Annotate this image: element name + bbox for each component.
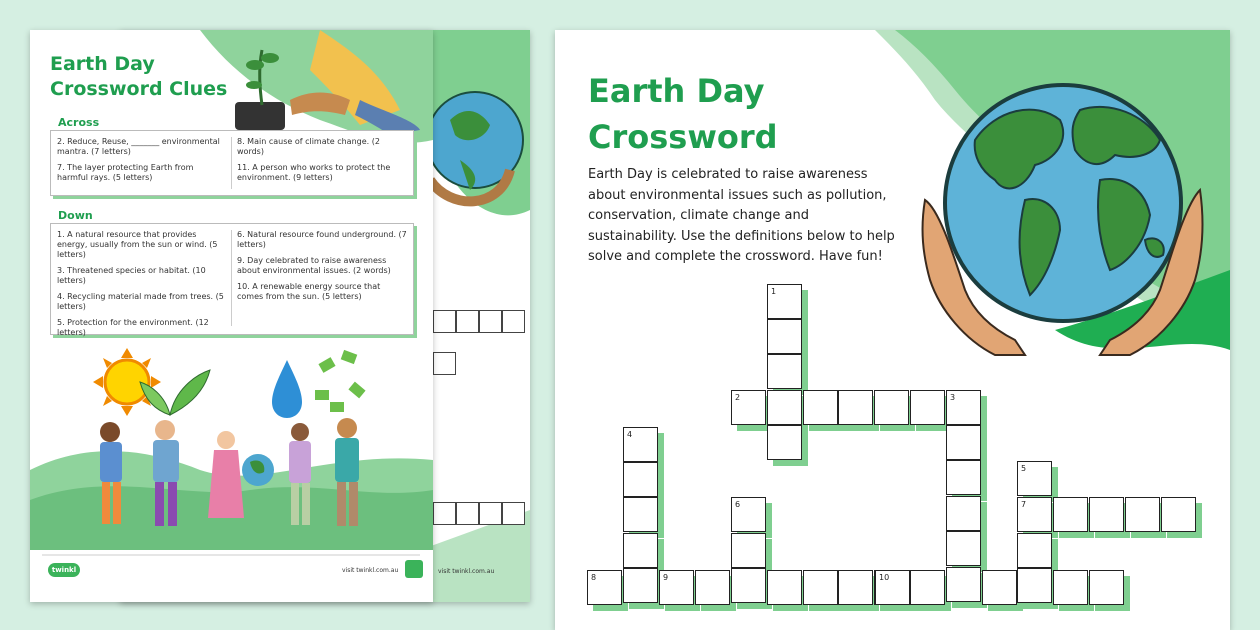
crossword-cell[interactable] <box>695 570 730 605</box>
clue-number: 7 <box>1021 500 1027 509</box>
clue-across-2: 2. Reduce, Reuse, _______ environmental mantra. (7 letters) <box>57 137 220 156</box>
back-footer-url: visit twinkl.com.au <box>438 568 495 575</box>
crossword-cell[interactable] <box>623 462 658 497</box>
crossword-cell[interactable] <box>1053 570 1088 605</box>
across-clues-left <box>57 137 225 189</box>
clue-number: 3 <box>950 393 956 402</box>
crossword-cell[interactable] <box>946 460 981 495</box>
clue-across-7: 7. The layer protecting Earth from harmful rays. (5 letters) <box>57 163 194 182</box>
crossword-cell[interactable] <box>623 533 658 568</box>
crossword-cell[interactable] <box>1017 533 1052 568</box>
clues-page <box>30 30 433 602</box>
crossword-title-line2: Crossword <box>588 118 778 156</box>
crossword-cell[interactable] <box>767 570 802 605</box>
crossword-cell[interactable] <box>946 531 981 566</box>
crossword-cell[interactable] <box>767 390 802 425</box>
clue-number: 1 <box>771 287 777 296</box>
crossword-cell[interactable] <box>1161 497 1196 532</box>
clue-across-8: 8. Main cause of climate change. (2 words) <box>237 137 380 156</box>
crossword-cell[interactable] <box>1017 461 1052 496</box>
crossword-title-line1: Earth Day <box>588 72 765 110</box>
crossword-cell[interactable] <box>946 425 981 460</box>
crossword-cell[interactable] <box>875 570 910 605</box>
clues-title-line1: Earth Day <box>50 53 155 75</box>
crossword-cell[interactable] <box>946 496 981 531</box>
across-clues-right <box>237 137 407 189</box>
crossword-page <box>555 30 1230 630</box>
crossword-cell[interactable] <box>803 390 838 425</box>
crossword-cell[interactable] <box>623 427 658 462</box>
crossword-grid <box>555 30 1230 630</box>
clue-number: 8 <box>591 573 597 582</box>
clue-down-5: 5. Protection for the environment. (12 letters) <box>57 318 209 337</box>
crossword-cell[interactable] <box>767 284 802 319</box>
crossword-cell[interactable] <box>731 568 766 603</box>
crossword-cell[interactable] <box>910 570 945 605</box>
clue-number: 6 <box>735 500 741 509</box>
crossword-cell[interactable] <box>1089 497 1124 532</box>
crossword-cell[interactable] <box>767 354 802 389</box>
crossword-cell[interactable] <box>587 570 622 605</box>
crossword-intro: Earth Day is celebrated to raise awareness about environmental issues such as pollution, conservation, climate change and sustainability. Use the definitions below to help solve and complete the crossword. Have fun! <box>588 167 895 264</box>
crossword-cell[interactable] <box>946 390 981 425</box>
clue-across-11: 11. A person who works to protect the environment. (9 letters) <box>237 163 391 182</box>
clue-number: 9 <box>663 573 669 582</box>
down-clues-left <box>57 230 225 344</box>
quality-badge-icon <box>405 560 423 578</box>
clue-down-4: 4. Recycling material made from trees. (5 letters) <box>57 292 224 311</box>
leaf-icon <box>140 370 210 415</box>
clue-down-10: 10. A renewable energy source that comes from the sun. (5 letters) <box>237 282 381 301</box>
clues-title-line2: Crossword Clues <box>50 78 228 100</box>
clue-down-9: 9. Day celebrated to raise awareness about environmental issues. (2 words) <box>237 256 391 275</box>
clue-number: 10 <box>879 573 890 582</box>
recycle-icon <box>315 350 366 412</box>
twinkl-logo <box>48 563 80 577</box>
crossword-cell[interactable] <box>1125 497 1160 532</box>
clue-down-6: 6. Natural resource found underground. (7 letters) <box>237 230 407 249</box>
crossword-cell[interactable] <box>659 570 694 605</box>
water-drop-icon <box>272 360 302 418</box>
crossword-cell[interactable] <box>1089 570 1124 605</box>
footer-url: visit twinkl.com.au <box>342 567 399 574</box>
crossword-cell[interactable] <box>767 425 802 460</box>
crossword-cell[interactable] <box>1017 568 1052 603</box>
sun-icon <box>93 348 161 416</box>
across-clue-box <box>50 130 414 196</box>
clue-number: 4 <box>627 430 633 439</box>
crossword-cell[interactable] <box>767 319 802 354</box>
crossword-cell[interactable] <box>982 570 1017 605</box>
crossword-cell[interactable] <box>731 497 766 532</box>
crossword-cell[interactable] <box>1053 497 1088 532</box>
crossword-cell[interactable] <box>623 497 658 532</box>
down-clues-right <box>237 230 407 308</box>
clue-down-1: 1. A natural resource that provides energy, usually from the sun or wind. (5 letters) <box>57 230 218 259</box>
crossword-cell[interactable] <box>731 390 766 425</box>
crossword-cell[interactable] <box>731 533 766 568</box>
clue-number: 2 <box>735 393 741 402</box>
crossword-cell[interactable] <box>838 390 873 425</box>
down-heading: Down <box>58 209 93 222</box>
crossword-cell[interactable] <box>946 567 981 602</box>
crossword-cell[interactable] <box>910 390 945 425</box>
clues-title <box>50 52 227 102</box>
crossword-cell[interactable] <box>838 570 873 605</box>
across-heading: Across <box>58 116 100 129</box>
down-clue-box <box>50 223 414 335</box>
crossword-cell[interactable] <box>803 570 838 605</box>
twinkl-logo-text: twinkl <box>51 566 77 574</box>
crossword-cell[interactable] <box>623 568 658 603</box>
clue-down-3: 3. Threatened species or habitat. (10 letters) <box>57 266 206 285</box>
crossword-cell[interactable] <box>1017 497 1052 532</box>
crossword-cell[interactable] <box>874 390 909 425</box>
clue-number: 5 <box>1021 464 1027 473</box>
